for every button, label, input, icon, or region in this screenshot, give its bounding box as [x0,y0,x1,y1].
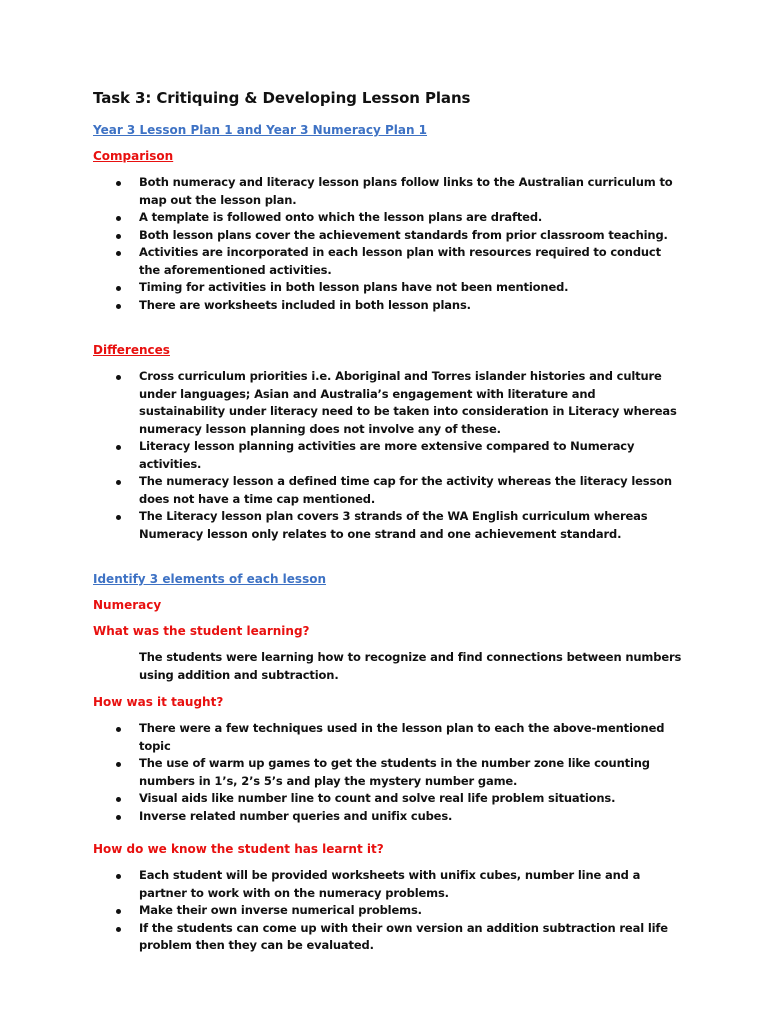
answer-student-learning: The students were learning how to recognize and find connections between numbers using addition and subtraction. [139,650,682,682]
list-item [93,808,683,826]
list-item-text: Visual aids like number line to count and solve real life problem situations. [139,791,616,805]
bullet-icon [116,181,121,186]
list-item [93,755,683,790]
list-item [93,867,683,902]
list-item [93,920,683,955]
list-item-text: Each student will be provided worksheets with unifix cubes, number line and a partner to work with on the numeracy problems. [139,868,641,900]
list-item-text: The Literacy lesson plan covers 3 strands of the WA English curriculum whereas Numeracy lesson only relates to one strand and one achievement standard. [139,509,648,541]
bullet-icon [116,286,121,291]
numeracy-heading: Numeracy [93,598,162,612]
question-student-learning: What was the student learning? [93,624,310,638]
list-item-text: Timing for activities in both lesson plans have not been mentioned. [139,280,569,294]
bullet-icon [116,515,121,520]
list-item [93,790,683,808]
list-item-text: Both numeracy and literacy lesson plans follow links to the Australian curriculum to map out the lesson plan. [139,175,673,207]
differences-heading: Differences [93,343,170,357]
list-item-text: Both lesson plans cover the achievement standards from prior classroom teaching. [139,227,668,242]
bullet-icon [116,797,121,802]
bullet-icon [116,251,121,256]
list-item-text: The use of warm up games to get the students in the number zone like counting numbers in 1’s, 2’s 5’s and play the mystery number game. [139,756,650,788]
bullet-icon [116,375,121,380]
list-item [93,473,683,508]
list-item-text: Activities are incorporated in each lesson plan with resources required to conduct the aforementioned activities. [139,245,661,277]
list-item-text: Cross curriculum priorities i.e. Aboriginal and Torres islander histories and culture under languages; Asian and Australia’s engagement with literature and sustainability under literacy need to be taken into consideration in Literacy whereas numeracy lesson planning does not involve any of these. [139,369,677,436]
bullet-icon [116,909,121,914]
list-item [93,720,683,755]
bullet-icon [116,927,121,932]
question-how-know-learnt: How do we know the student has learnt it? [93,842,384,856]
question-how-taught: How was it taught? [93,695,224,709]
bullet-icon [116,815,121,820]
page-title: Task 3: Critiquing & Developing Lesson Plans [93,89,471,107]
list-item [93,438,683,473]
how-taught-list [93,720,683,825]
comparison-list [93,174,683,314]
list-item [93,902,683,920]
bullet-icon [116,727,121,732]
comparison-heading: Comparison [93,149,174,163]
list-item-text: If the students can come up with their own version an addition subtraction real life problem then they can be evaluated. [139,920,668,952]
list-item [93,227,683,245]
list-item-text: A template is followed onto which the lesson plans are drafted. [139,210,543,224]
differences-list [93,368,683,543]
bullet-icon [116,304,121,309]
list-item [93,279,683,297]
subtitle-link[interactable]: Year 3 Lesson Plan 1 and Year 3 Numeracy Plan 1 [93,123,428,137]
bullet-icon [116,234,121,239]
list-item [93,508,683,543]
list-item-text: Make their own inverse numerical problems. [139,903,422,917]
list-item-text: There are worksheets included in both lesson plans. [139,297,471,312]
document-page [93,88,683,971]
list-item [93,297,683,315]
list-item [93,174,683,209]
list-item-text: The numeracy lesson a defined time cap for the activity whereas the literacy lesson does not have a time cap mentioned. [139,474,672,506]
list-item [93,368,683,438]
list-item-text: Inverse related number queries and unifix cubes. [139,808,453,823]
how-know-learnt-list [93,867,683,955]
bullet-icon [116,874,121,879]
bullet-icon [116,445,121,450]
identify-elements-link[interactable]: Identify 3 elements of each lesson [93,572,327,586]
list-item [93,244,683,279]
list-item-text: There were a few techniques used in the lesson plan to each the above-mentioned topic [139,721,665,753]
list-item [93,209,683,227]
bullet-icon [116,762,121,767]
list-item-text: Literacy lesson planning activities are more extensive compared to Numeracy activities. [139,439,635,471]
bullet-icon [116,216,121,221]
bullet-icon [116,480,121,485]
